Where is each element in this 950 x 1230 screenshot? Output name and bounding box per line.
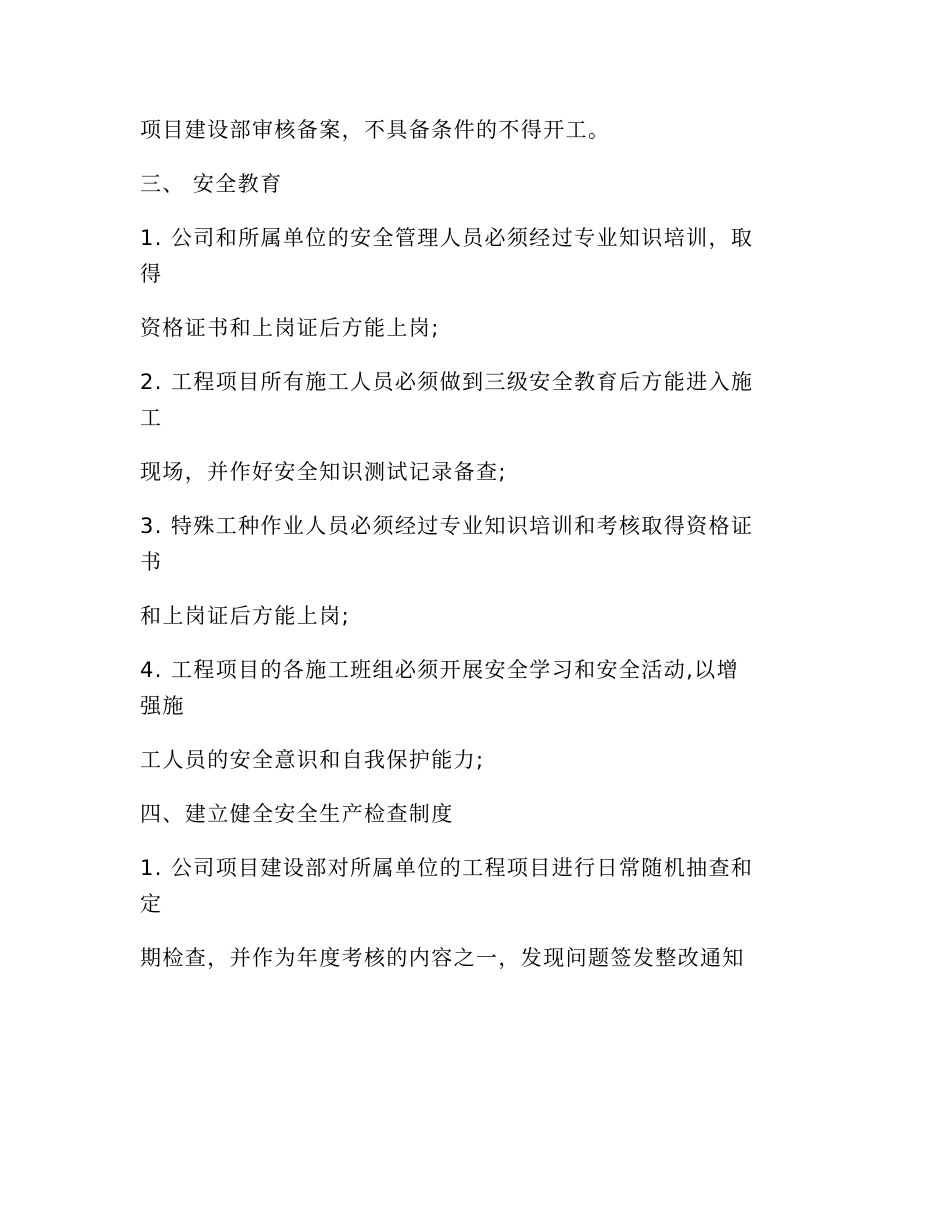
section-heading-safety-education: 三、 安全教育 (140, 172, 283, 196)
text-line-8: 现场，并作好安全知识测试记录备查; (140, 460, 507, 484)
list-item-5-line-1: 1. 公司项目建设部对所属单位的工程项目进行日常随机抽查和 (140, 856, 754, 880)
list-item-1-line-1: 1. 公司和所属单位的安全管理人员必须经过专业知识培训，取 (140, 226, 754, 250)
list-item-2 (140, 364, 820, 436)
text-line-18: 期检查，并作为年度考核的内容之一，发现问题签发整改通知 (140, 946, 745, 970)
list-item-3-line-2: 书 (140, 550, 163, 574)
list-item-5 (140, 850, 820, 922)
text-line-14: 工人员的安全意识和自我保护能力; (140, 748, 485, 772)
text-line-1: 项目建设部审核备案，不具备条件的不得开工。 (140, 118, 611, 142)
list-item-4-line-2: 强施 (140, 694, 185, 718)
list-item-1-line-2: 得 (140, 262, 163, 286)
list-item-2-line-2: 工 (140, 406, 163, 430)
list-item-3 (140, 508, 820, 580)
text-line-5: 资格证书和上岗证后方能上岗; (140, 316, 440, 340)
document-body (140, 112, 820, 994)
list-item-4-line-1: 4. 工程项目的各施工班组必须开展安全学习和安全活动,以增 (140, 658, 739, 682)
text-line-11: 和上岗证后方能上岗; (140, 604, 351, 628)
list-item-2-line-1: 2. 工程项目所有施工人员必须做到三级安全教育后方能进入施 (140, 370, 754, 394)
list-item-5-line-2: 定 (140, 892, 163, 916)
list-item-3-line-1: 3. 特殊工种作业人员必须经过专业知识培训和考核取得资格证 (140, 514, 754, 538)
section-heading-safety-inspection: 四、建立健全安全生产检查制度 (140, 802, 454, 826)
list-item-4 (140, 652, 820, 724)
list-item-1 (140, 220, 820, 292)
